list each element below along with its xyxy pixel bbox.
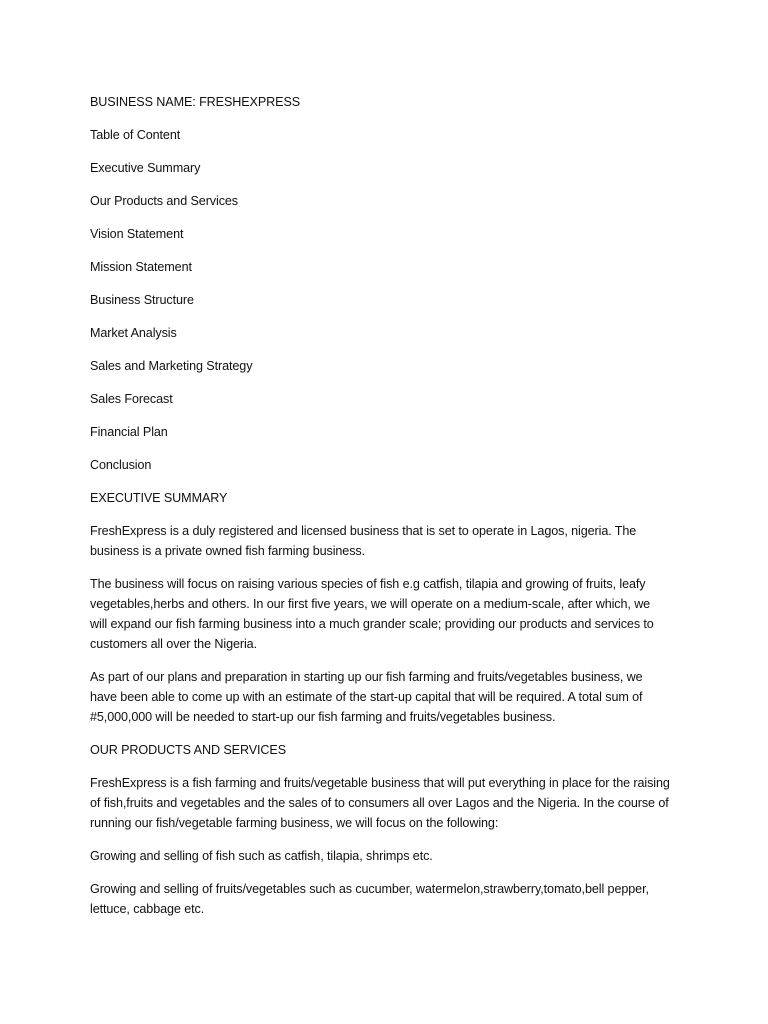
toc-item-sales-forecast: Sales Forecast [90,392,173,406]
toc-item-conclusion: Conclusion [90,458,152,472]
toc-item-sales-marketing-strategy: Sales and Marketing Strategy [90,359,253,373]
business-name: BUSINESS NAME: FRESHEXPRESS [90,95,301,109]
toc-title: Table of Content [90,128,181,142]
toc-item-mission-statement: Mission Statement [90,260,192,274]
products-services-paragraph-2: Growing and selling of fish such as catfish, tilapia, shrimps etc. [90,849,433,863]
executive-summary-paragraph-2: The business will focus on raising various species of fish e.g catfish, tilapia and growing of fruits, leafy vegetables,herbs and others. In our first five years, we will operate on a medium-scale, after which, we will expand our fish farming business into a much grander scale; providing our products and services to customers all over the Nigeria. [90,577,654,651]
products-services-paragraph-3: Growing and selling of fruits/vegetables such as cucumber, watermelon,strawberry,tomato,bell pepper, lettuce, cabbage etc. [90,882,649,916]
executive-summary-paragraph-3: As part of our plans and preparation in starting up our fish farming and fruits/vegetables business, we have been able to come up with an estimate of the start-up capital that will be required. A total sum of #5,000,000 will be needed to start-up our fish farming and fruits/vegetables business. [90,670,643,724]
document-body [90,92,670,932]
toc-item-financial-plan: Financial Plan [90,425,168,439]
products-services-paragraph-1: FreshExpress is a fish farming and fruits/vegetable business that will put everything in place for the raising of fish,fruits and vegetables and the sales of to consumers all over Lagos and the Nigeria. In the course of running our fish/vegetable farming business, we will focus on the following: [90,776,670,830]
toc-item-executive-summary: Executive Summary [90,161,201,175]
toc-item-business-structure: Business Structure [90,293,194,307]
executive-summary-heading: EXECUTIVE SUMMARY [90,491,228,505]
products-services-heading: OUR PRODUCTS AND SERVICES [90,743,287,757]
toc-item-vision-statement: Vision Statement [90,227,184,241]
toc-item-market-analysis: Market Analysis [90,326,177,340]
executive-summary-paragraph-1: FreshExpress is a duly registered and licensed business that is set to operate in Lagos, nigeria. The business is a private owned fish farming business. [90,524,637,558]
toc-item-products-services: Our Products and Services [90,194,238,208]
